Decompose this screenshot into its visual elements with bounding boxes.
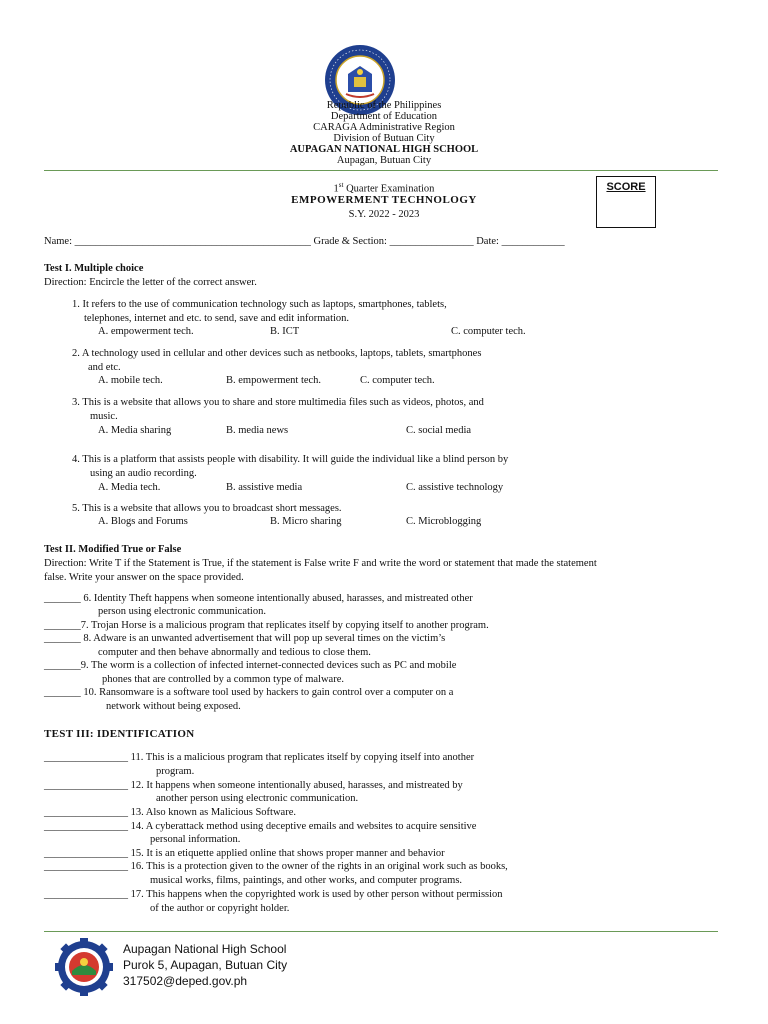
header-divider bbox=[44, 170, 718, 171]
header-region: CARAGA Administrative Region bbox=[313, 122, 455, 133]
header-division: Division of Butuan City bbox=[333, 133, 435, 144]
item12-line2: another person using electronic communication. bbox=[156, 793, 359, 804]
q3-choice-c: C. social media bbox=[406, 425, 472, 436]
header-school-name: AUPAGAN NATIONAL HIGH SCHOOL bbox=[289, 144, 479, 155]
footer-email[interactable]: 317502@deped.gov.ph bbox=[123, 974, 248, 988]
item9-line1: _______9. The worm is a collection of infected internet-connected devices such as PC and mobile bbox=[44, 660, 457, 671]
q3-line2: music. bbox=[90, 411, 118, 422]
exam-quarter: 1st Quarter Examination bbox=[333, 181, 435, 195]
item12-line1: ________________ 12. It happens when someone intentionally abused, harasses, and mistreated by bbox=[44, 780, 463, 791]
q4-choice-c: C. assistive technology bbox=[406, 482, 504, 493]
test3-title: TEST III: IDENTIFICATION bbox=[44, 728, 195, 740]
item6-line2: person using electronic communication. bbox=[98, 606, 266, 617]
q2-choice-b: B. empowerment tech. bbox=[226, 375, 322, 386]
item13-line1: ________________ 13. Also known as Malicious Software. bbox=[44, 807, 296, 818]
item14-line1: ________________ 14. A cyberattack method using deceptive emails and websites to acquire sensitive bbox=[44, 821, 477, 832]
q1-choice-c: C. computer tech. bbox=[451, 326, 526, 337]
item6-line1: _______ 6. Identity Theft happens when someone intentionally abused, harasses, and mistreated other bbox=[44, 593, 473, 604]
name-grade-date-line: Name: _____________________________________________ Grade & Section: ________________ Date: ____________ bbox=[44, 236, 565, 247]
header-republic: Republic of the Philippines bbox=[326, 100, 442, 111]
test1-title: Test I. Multiple choice bbox=[44, 263, 144, 274]
q3-choice-a: A. Media sharing bbox=[98, 425, 172, 436]
test2-direction-line2: false. Write your answer on the space provided. bbox=[44, 572, 244, 583]
q2-choice-a: A. mobile tech. bbox=[98, 375, 163, 386]
q4-line2: using an audio recording. bbox=[90, 468, 197, 479]
q5-choice-a: A. Blogs and Forums bbox=[98, 516, 188, 527]
item7-line1: _______7. Trojan Horse is a malicious program that replicates itself by copying itself to another program. bbox=[44, 620, 489, 631]
test2-direction-line1: Direction: Write T if the Statement is True, if the statement is False write F and write the word or statement that made the statement bbox=[44, 558, 597, 569]
q2-line2: and etc. bbox=[88, 362, 121, 373]
footer-school-name: Aupagan National High School bbox=[123, 942, 287, 956]
item15-line1: ________________ 15. It is an etiquette applied online that shows proper manner and behavior bbox=[44, 848, 445, 859]
q3-choice-b: B. media news bbox=[226, 425, 289, 436]
q2-choice-c: C. computer tech. bbox=[360, 375, 435, 386]
score-box bbox=[596, 176, 656, 228]
item9-line2: phones that are controlled by a common type of malware. bbox=[102, 674, 345, 685]
q1-choice-b: B. ICT bbox=[270, 326, 300, 337]
q5-line1: 5. This is a website that allows you to broadcast short messages. bbox=[72, 503, 342, 514]
header-school-address: Aupagan, Butuan City bbox=[336, 155, 432, 166]
q4-choice-a: A. Media tech. bbox=[98, 482, 161, 493]
q5-choice-c: C. Microblogging bbox=[406, 516, 482, 527]
footer-address: Purok 5, Aupagan, Butuan City bbox=[123, 958, 288, 972]
q2-line1: 2. A technology used in cellular and other devices such as netbooks, laptops, tablets, smartphones bbox=[72, 348, 482, 359]
item17-line1: ________________ 17. This happens when the copyrighted work is used by other person without permission bbox=[44, 889, 503, 900]
item10-line2: network without being exposed. bbox=[106, 701, 241, 712]
item14-line2: personal information. bbox=[150, 834, 241, 845]
exam-school-year: S.Y. 2022 - 2023 bbox=[348, 209, 420, 220]
item17-line2: of the author or copyright holder. bbox=[150, 903, 290, 914]
test1-direction: Direction: Encircle the letter of the correct answer. bbox=[44, 277, 257, 288]
q1-choice-a: A. empowerment tech. bbox=[98, 326, 194, 337]
q5-choice-b: B. Micro sharing bbox=[270, 516, 342, 527]
item8-line2: computer and then behave abnormally and tedious to close them. bbox=[98, 647, 371, 658]
item11-line1: ________________ 11. This is a malicious program that replicates itself by copying itself into another bbox=[44, 752, 475, 763]
item10-line1: _______ 10. Ransomware is a software tool used by hackers to gain control over a computer on a bbox=[44, 687, 454, 698]
header-department: Department of Education bbox=[330, 111, 438, 122]
exam-subject: EMPOWERMENT TECHNOLOGY bbox=[291, 194, 477, 206]
test2-title: Test II. Modified True or False bbox=[44, 544, 182, 555]
q1-line2: telephones, internet and etc. to send, save and edit information. bbox=[84, 313, 350, 324]
school-logo bbox=[54, 937, 114, 997]
score-label: SCORE bbox=[606, 181, 646, 193]
q4-choice-b: B. assistive media bbox=[226, 482, 303, 493]
q4-line1: 4. This is a platform that assists people with disability. It will guide the individual like a blind person by bbox=[72, 454, 509, 465]
item16-line1: ________________ 16. This is a protection given to the owner of the rights in an original work such as books, bbox=[44, 861, 508, 872]
item11-line2: program. bbox=[156, 766, 195, 777]
q1-line1: 1. It refers to the use of communication technology such as laptops, smartphones, tablets, bbox=[72, 299, 447, 310]
footer-divider bbox=[44, 931, 718, 932]
item16-line2: musical works, films, paintings, and other works, and computer programs. bbox=[150, 875, 463, 886]
q3-line1: 3. This is a website that allows you to share and store multimedia files such as videos, photos, and bbox=[72, 397, 484, 408]
item8-line1: _______ 8. Adware is an unwanted advertisement that will pop up several times on the victim’s bbox=[44, 633, 446, 644]
